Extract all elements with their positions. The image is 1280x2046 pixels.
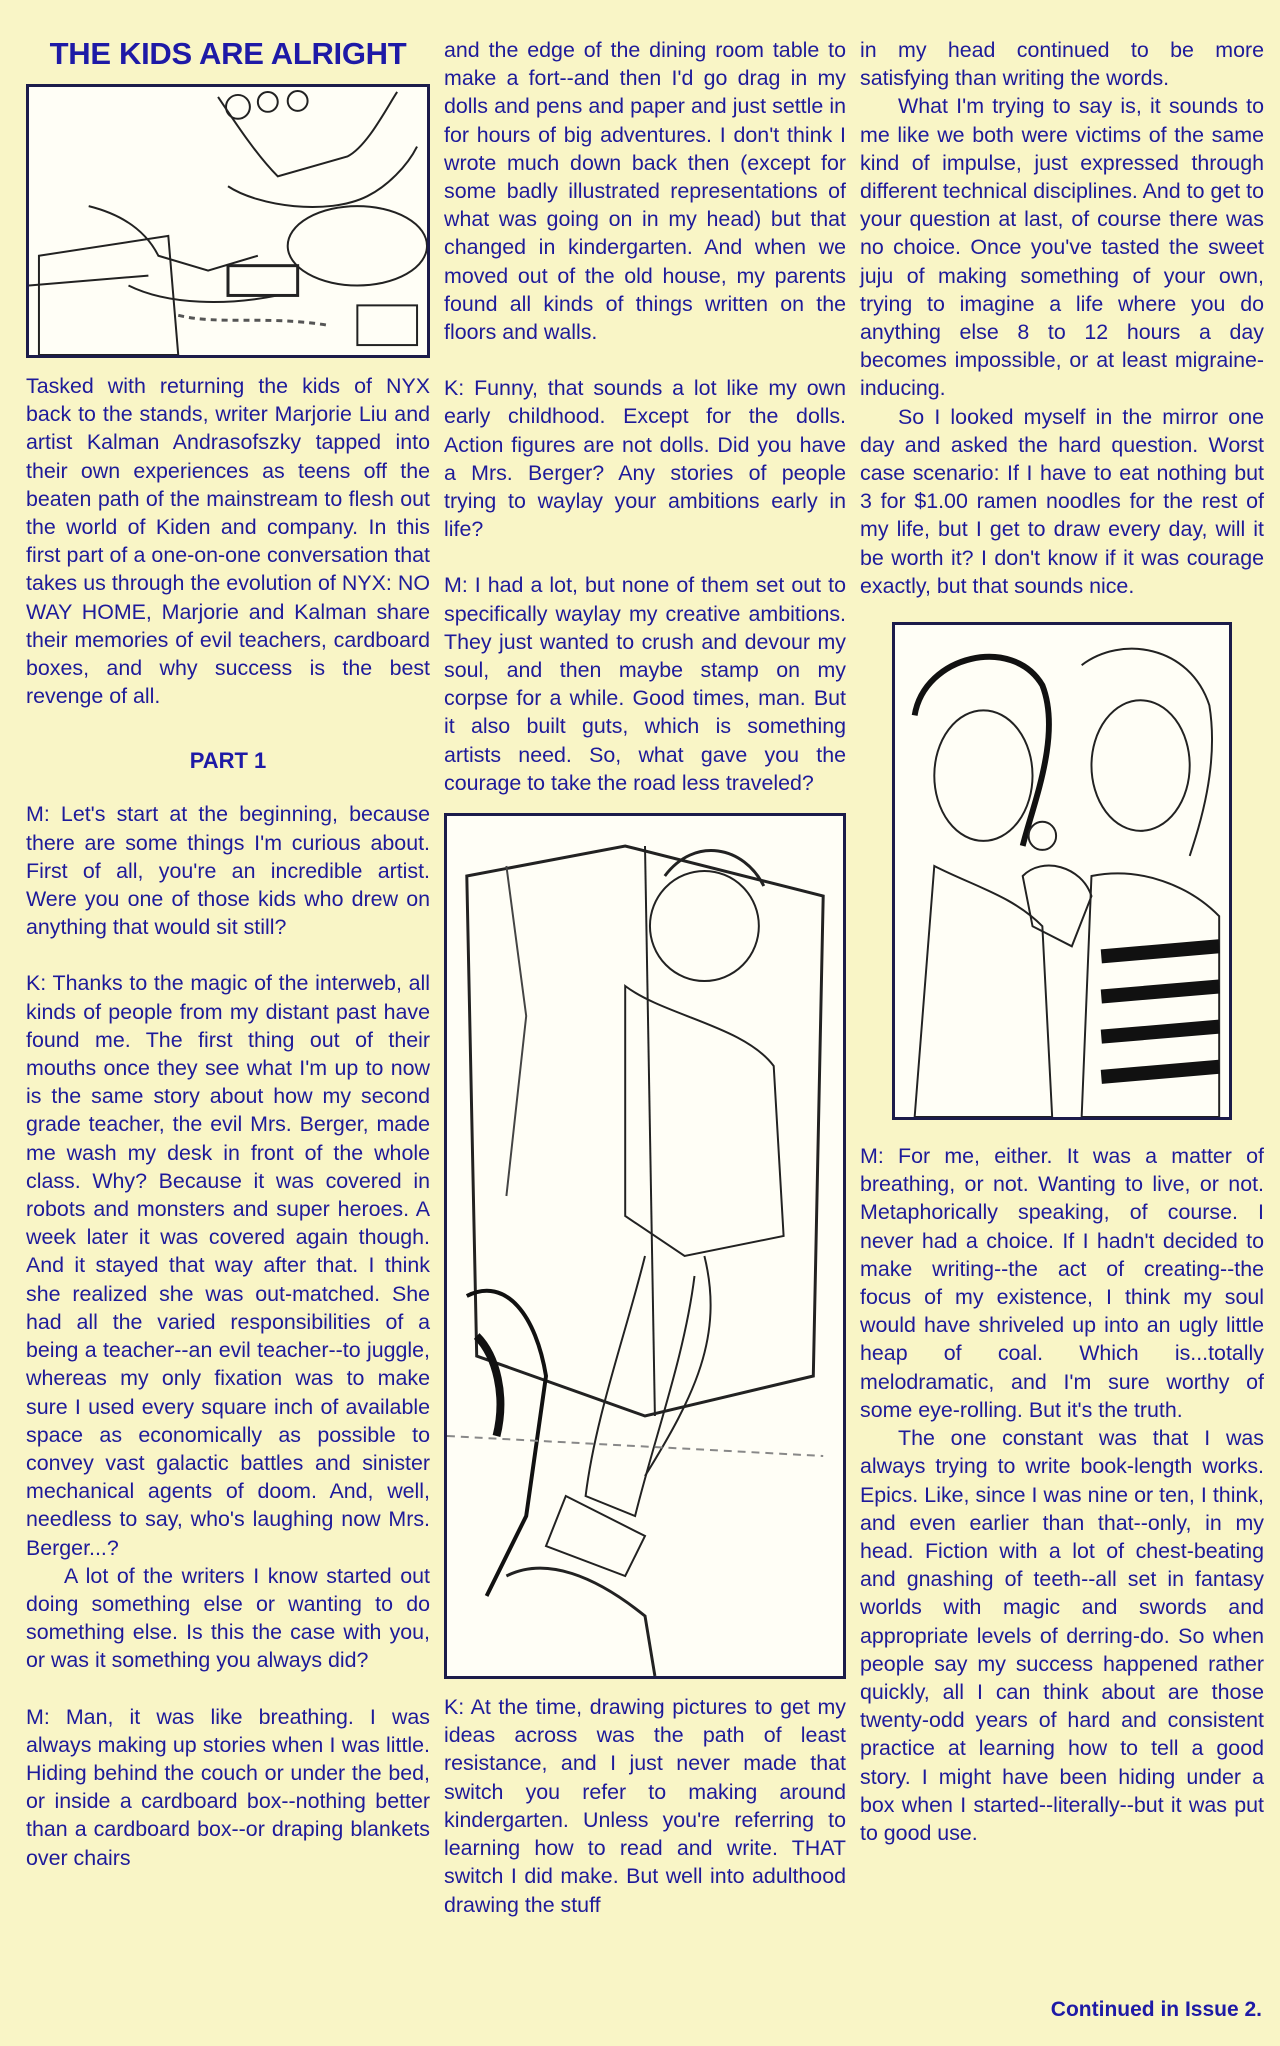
intro-paragraph: Tasked with returning the kids of NYX back to the stands, writer Marjorie Liu and artist Kalman Andrasofszky tapped into their own experiences as teens off the beaten path of the mainstream to flesh out the world of Kiden and company. In this first part of a one-on-one conversation that takes us through the evolution of NYX: NO WAY HOME, Marjorie and Kalman share their memories of evil teachers, cardboard boxes, and why success is the best revenge of all. [26, 374, 430, 709]
col3-paragraph: What I'm trying to say is, it sounds to me like we both were victims of the same kind of impulse, just expressed through different technical disciplines. And to get to your question at last, of course there was no choice. Once you've tasted the sweet juju of making something of your own, trying to imagine a life where you do anything else 8 to 12 hours a day becomes impossible, or at least migraine-inducing. [860, 94, 1264, 401]
col3-paragraph: The one constant was that I was always trying to write book-length works. Epics. Like, since I was nine or ten, I think, and even earlier than that--only, in my head. Fiction with a lot of chest-beating and gnashing of teeth--all set in fantasy worlds with magic and swords and appropriate levels of derring-do. So when people say my success happened rather quickly, all I can think about are those twenty-odd years of hard and consistent practice at learning how to tell a good story. I might have been hiding under a box when I started--literally--but it was put to good use. [860, 1426, 1264, 1845]
col1-paragraph: A lot of the writers I know started out doing something else or wanting to do something else. Is this the case with you, or was it something you always did? [26, 1563, 430, 1673]
col2-paragraph: K: Funny, that sounds a lot like my own early childhood. Except for the dolls. Action figures are not dolls. Did you have a Mrs. Berger? Any stories of people trying to waylay your ambitions early in life? [444, 376, 846, 542]
col2-paragraph: M: I had a lot, but none of them set out to specifically waylay my creative ambitions. They just wanted to crush and devour my soul, and then maybe stamp on my corpse for a while. Good times, man. But it also built guts, which is something artists need. So, what gave you the courage to take the road less traveled? [444, 573, 846, 795]
column-1 [26, 36, 430, 1872]
col1-paragraph: M: Man, it was like breathing. I was always making up stories when I was little. Hiding behind the couch or under the bed, or inside a cardboard box--nothing better than a cardboard box--or draping blankets over chairs [26, 1704, 430, 1870]
col2-paragraph: and the edge of the dining room table to make a fort--and then I'd go drag in my dolls and pens and paper and just settle in for hours of big adventures. I don't think I wrote much down back then (except for some badly illustrated representations of what was going on in my head) but that changed in kindergarten. And when we moved out of the old house, my parents found all kinds of things written on the floors and walls. [444, 38, 846, 345]
continued-note: Continued in Issue 2. [1050, 1998, 1262, 2021]
col3-paragraph: in my head continued to be more satisfying than writing the words. [860, 38, 1264, 91]
col3-paragraph: M: For me, either. It was a matter of breathing, or not. Wanting to live, or not. Metaphorically speaking, of course. I never had a choice. If I hadn't decided to make writing--the act of creating--the focus of my existence, I think my soul would have shriveled up into an ugly little heap of coal. Which is...totally melodramatic, and I'm sure worthy of some eye-rolling. But it's the truth. [860, 1144, 1264, 1422]
column-2 [444, 36, 846, 1919]
col2-paragraph: K: At the time, drawing pictures to get my ideas across was the path of least resistance, and I just never made that switch you refer to making around kindergarten. Unless you're referring to learning how to read and write. THAT switch I did make. But well into adulthood drawing the stuff [444, 1695, 846, 1917]
illustration-two-girls [892, 622, 1232, 1120]
column-3 [860, 36, 1264, 1847]
part-heading: PART 1 [189, 748, 267, 774]
col1-paragraph: M: Let's start at the beginning, because there are some things I'm curious about. First of all, you're an incredible artist. Were you one of those kids who drew on anything that would sit still? [26, 802, 430, 940]
col3-paragraph: So I looked myself in the mirror one day and asked the hard question. Worst case scenario: If I have to eat nothing but 3 for $1.00 ramen noodles for the rest of my life, but I get to draw every day, will it be worth it? I don't know if it was courage exactly, but that sounds nice. [860, 404, 1264, 598]
article-title: THE KIDS ARE ALRIGHT [49, 36, 407, 71]
illustration-feet-shackled [26, 84, 430, 358]
col1-paragraph: K: Thanks to the magic of the interweb, all kinds of people from my distant past have found me. The first thing out of their mouths once they see what I'm up to now is the same story about how my second grade teacher, the evil Mrs. Berger, made me wash my desk in front of the whole class. Why? Because it was covered in robots and monsters and super heroes. A week later it was covered again though. And it stayed that way after that. I think she realized she was out-matched. She had all the varied responsibilities of a being a teacher--an evil teacher--to juggle, whereas my only fixation was to make sure I used every square inch of available space as economically as possible to convey vast galactic battles and sinister mechanical agents of doom. And, well, needless to say, who's laughing now Mrs. Berger...? [26, 971, 430, 1560]
illustration-teen-climbing [444, 813, 846, 1679]
